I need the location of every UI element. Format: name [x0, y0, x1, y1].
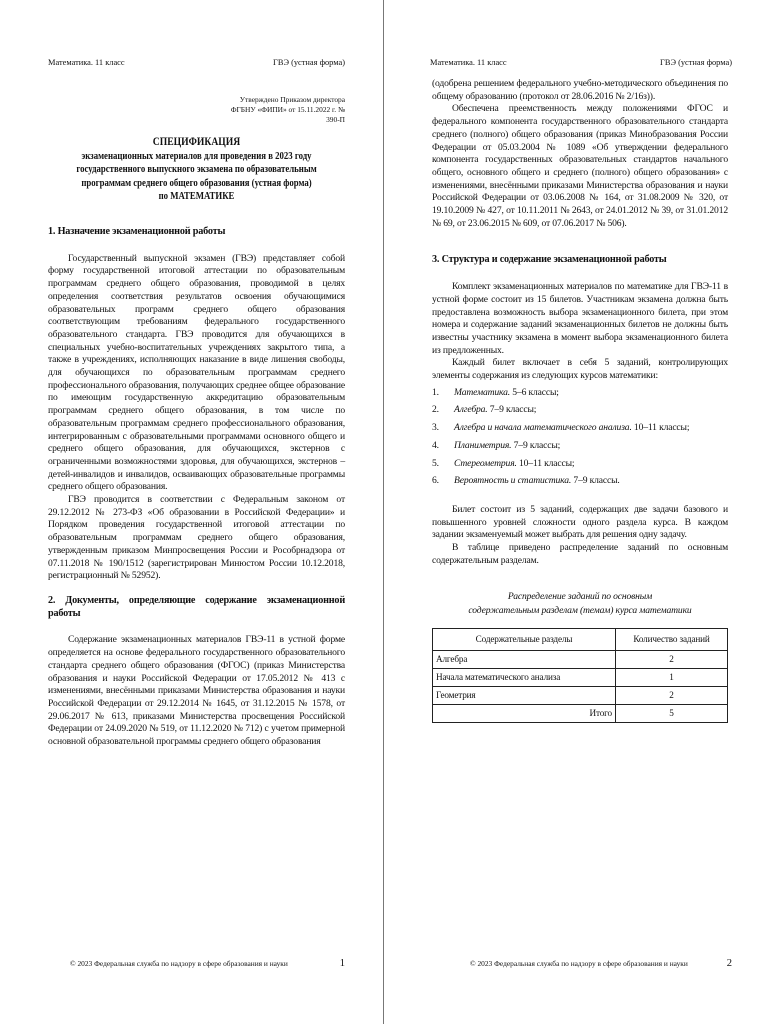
title-line-2: экзаменационных материалов для проведения в 2023 году [81, 150, 312, 162]
section-3-heading: 3. Структура и содержание экзаменационной работы [432, 254, 667, 266]
list-item: 2. Алгебра. 7–9 классы; [432, 404, 537, 416]
table-cell: Начала математического анализа [433, 668, 616, 686]
section-3-paragraph-2: Каждый билет включает в себя 5 заданий, контролирующих элементы содержания из следующих курсов математики: [432, 357, 728, 382]
page-2-footer [470, 958, 732, 969]
task-distribution-table [432, 628, 728, 723]
table-row [433, 668, 728, 686]
section-3-paragraph-1: Комплект экзаменационных материалов по математике для ГВЭ-11 в устной форме состоит из 15 билетов. Участникам экзамена должна быть предоставлена возможность выбора экзаменационного билета, при этом номера и содержание заданий экзаменационных билетов не должны быть известны участнику экзамена в момент выбора экзаменационного билета из предложенных. [432, 281, 728, 356]
list-item: 3. Алгебра и начала математического анализа. 10–11 классы; [432, 422, 690, 434]
list-item: 1. Математика. 5–6 классы; [432, 386, 559, 398]
table-cell: Алгебра [433, 650, 616, 668]
table-cell: 2 [616, 686, 728, 704]
table-cell: Геометрия [433, 686, 616, 704]
continuity-paragraph: Обеспечена преемственность между положениями ФГОС и федерального компонента государственного образовательного стандарта среднего (полного) общего образования (приказ Минобразования России Федерации от 05.03.2004 № 1089 «Об утверждении федерального компонента государственных образовательных стандартов начального общего, основного общего и среднего (полного) общего образования» с изменениями, внесёнными приказами Министерства образования и науки Российской Федерации от 03.06.2008 № 164, от 31.08.2009 № 320, от 19.10.2009 № 427, от 10.11.2011 № 2643, от 24.01.2012 № 39, от 31.01.2012 № 69, от 23.06.2015 № 609, от 07.06.2017 № 506). [432, 103, 728, 229]
page-number: 1 [339, 958, 345, 969]
section-3-paragraph-3: Билет состоит из 5 заданий, содержащих две задачи базового и повышенного уровней сложности одного раздела курса. В каждом задании экзаменуемый может выбрать для решения одну задачу. [432, 503, 728, 541]
title-line-1: СПЕЦИФИКАЦИЯ [152, 136, 241, 148]
column-header: Содержательные разделы [433, 628, 616, 650]
list-item: 6. Вероятность и статистика. 7–9 классы. [432, 475, 620, 487]
page-header [48, 58, 345, 67]
table-total-label: Итого [433, 704, 616, 722]
document-title [69, 136, 324, 204]
title-line-4: программам среднего общего образования (устная форма) [81, 177, 312, 189]
table-header-row [433, 628, 728, 650]
header-exam-form: ГВЭ (устная форма) [660, 58, 732, 67]
list-item: 5. Стереометрия. 10–11 классы; [432, 457, 575, 469]
page-number: 2 [726, 958, 732, 969]
continuation-paragraph: (одобрена решением федерального учебно-методического объединения по общему образованию (протокол от 28.06.2016 № 2/16з)). [432, 78, 728, 102]
list-item: 4. Планиметрия. 7–9 классы; [432, 439, 561, 451]
table-cell: 1 [616, 668, 728, 686]
header-subject: Математика. 11 класс [430, 58, 507, 67]
header-subject: Математика. 11 класс [48, 58, 125, 67]
footer-copyright: © 2023 Федеральная служба по надзору в сфере образования и науки [70, 959, 288, 968]
section-1-paragraph-1: Государственный выпускной экзамен (ГВЭ) представляет собой форму государственной итоговой аттестации по образовательным программам среднего общего образования, проводимой в целях определения соответствия результатов освоения обучающимися образовательных программ среднего общего образования соответствующим требованиям федерального государственного образовательного стандарта. ГВЭ проводится для обучающихся в специальных учебно-воспитательных учреждениях закрытого типа, а также в учреждениях, исполняющих наказание в виде лишения свободы, для обучающихся по образовательным программам среднего профессионального образования, получающих среднее общее образование по имеющим государственную аккредитацию образовательным программам среднего общего образования, в том числе по образовательным программам среднего профессионального образования, интегрированным с образовательными программами основного общего и среднего общего образования, для обучающихся, экстернов с ограниченными возможностями здоровья, для обучающихся, экстернов – детей-инвалидов и инвалидов, осваивающих образовательные программы среднего общего образования. [48, 252, 345, 493]
section-1-heading: 1. Назначение экзаменационной работы [48, 226, 226, 237]
table-caption [432, 590, 728, 618]
title-line-5: по МАТЕМАТИКЕ [158, 191, 235, 202]
table-cell: 2 [616, 650, 728, 668]
table-total-row [433, 704, 728, 722]
title-line-3: государственного выпускного экзамена по образовательным [76, 164, 317, 175]
section-2-heading: 2. Документы, определяющие содержание экзаменационной работы [48, 594, 345, 619]
header-exam-form: ГВЭ (устная форма) [273, 58, 345, 67]
page-1-body [48, 216, 345, 749]
table-total-value: 5 [616, 704, 728, 722]
section-2-paragraph-1: Содержание экзаменационных материалов ГВЭ-11 в устной форме определяется на основе федерального государственного образовательного стандарта среднего общего образования (ФГОС) (приказ Министерства образования и науки Российской Федерации от 17.05.2012 № 413 с изменениями, внесёнными приказами Министерства образования и науки Российской Федерации от 29.12.2014 № 1645, от 31.12.2015 № 1578, от 29.06.2017 № 613, приказами Министерства просвещения Российской Федерации от 24.09.2020 № 519, от 11.12.2020 № 712) с учетом примерной основной образовательной программы среднего общего образования [48, 634, 345, 748]
table-row [433, 650, 728, 668]
page-2-body [432, 78, 728, 723]
table-caption-line-2: содержательным разделам (темам) курса математики [468, 604, 692, 616]
column-header: Количество заданий [616, 628, 728, 650]
approval-note: Утверждено Приказом директора ФГБНУ «ФИПИ» от 15.11.2022 г. № 390-П [230, 95, 345, 124]
page-header [430, 58, 732, 67]
page-footer [70, 958, 345, 969]
footer-copyright: © 2023 Федеральная служба по надзору в сфере образования и науки [470, 959, 688, 968]
table-caption-line-1: Распределение заданий по основным [507, 590, 653, 602]
course-list [432, 387, 728, 488]
section-1-paragraph-2: ГВЭ проводится в соответствии с Федеральным законом от 29.12.2012 № 273-ФЗ «Об образовании в Российской Федерации» и Порядком проведения государственной итоговой аттестации по образовательным программам среднего общего образования, утвержденным приказом Минпросвещения России и Рособрнадзора от 07.11.2018 № 190/1512 (зарегистрирован Минюстом России 10.12.2018, регистрационный № 52952). [48, 494, 345, 582]
table-row [433, 686, 728, 704]
section-3-paragraph-4: В таблице приведено распределение заданий по основным содержательным разделам. [432, 542, 728, 566]
